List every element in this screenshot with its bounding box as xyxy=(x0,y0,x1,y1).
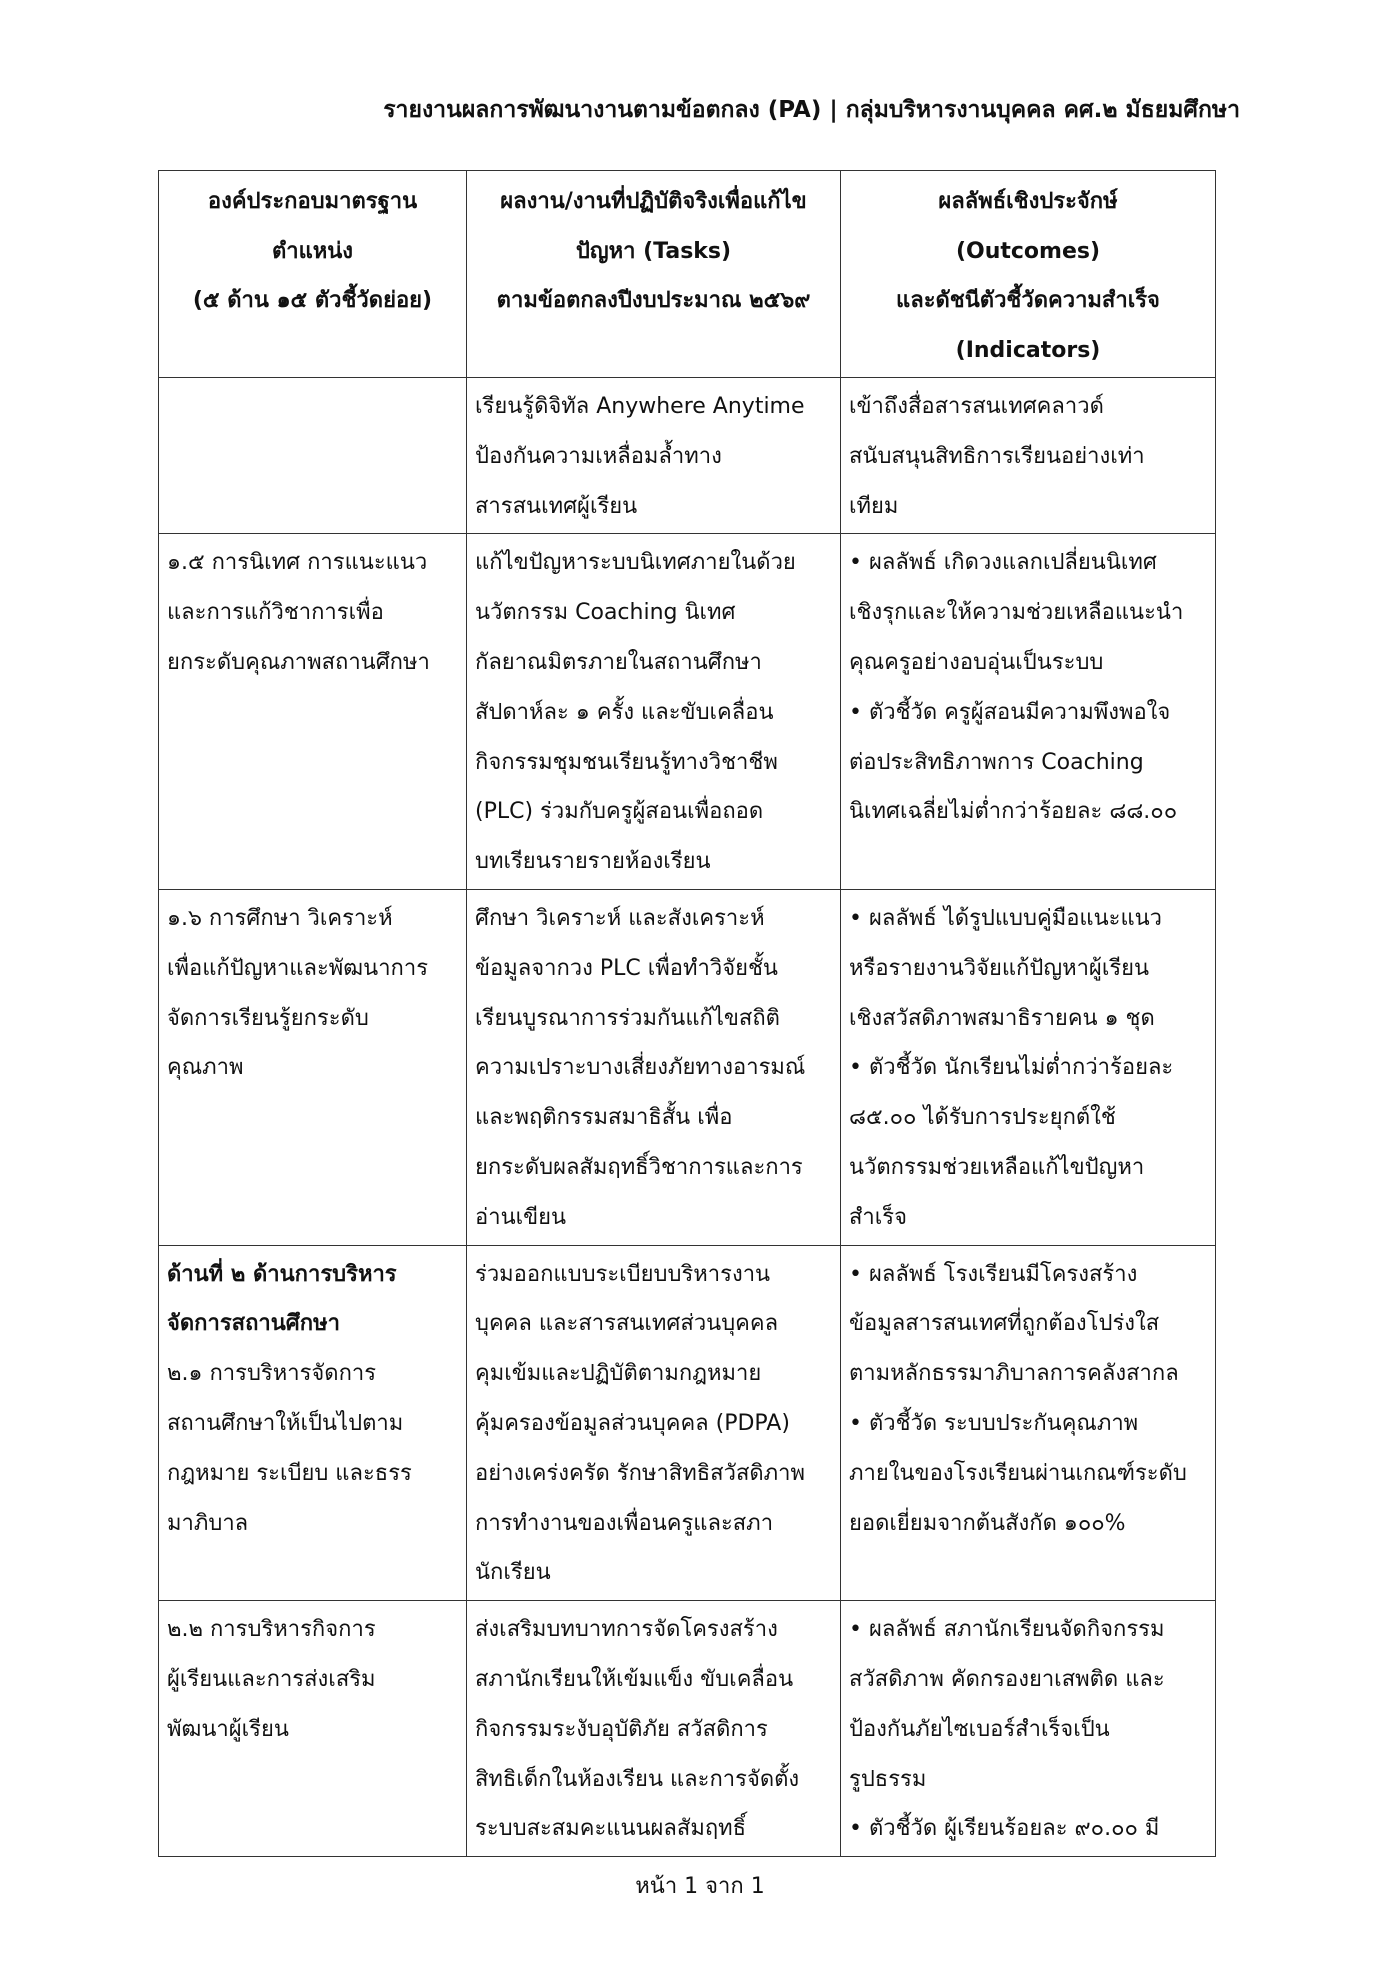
text-line: เรียนรู้ดิจิทัล Anywhere Anytime xyxy=(475,394,805,419)
cell-tasks xyxy=(467,889,841,1245)
text-line: ๑.๖ การศึกษา วิเคราะห์ xyxy=(167,905,393,931)
cell-standard xyxy=(159,889,467,1245)
cell-outcomes xyxy=(841,889,1216,1245)
text-line: (Outcomes) xyxy=(955,238,1101,264)
text-line: ข้อมูลจากวง PLC เพื่อทำวิจัยชั้น xyxy=(475,955,778,981)
header-cell-tasks xyxy=(467,171,841,378)
header-cell-standard xyxy=(159,171,467,378)
cell-standard xyxy=(159,1245,467,1601)
text-line: เชิงรุกและให้ความช่วยเหลือแนะนำ xyxy=(849,600,1184,626)
text-line: กิจกรรมระงับอุบัติภัย สวัสดิการ xyxy=(475,1716,768,1742)
cell-tasks xyxy=(467,534,841,890)
text-line: จัดการสถานศึกษา xyxy=(167,1311,340,1337)
text-line: รูปธรรม xyxy=(849,1766,927,1792)
text-line: สัปดาห์ละ ๑ ครั้ง และขับเคลื่อน xyxy=(475,699,774,725)
text-line: ปัญหา (Tasks) xyxy=(575,238,732,264)
text-line: • ตัวชี้วัด นักเรียนไม่ต่ำกว่าร้อยละ xyxy=(849,1055,1174,1081)
cell-standard xyxy=(159,1601,467,1857)
text-line: ป้องกันภัยไซเบอร์สำเร็จเป็น xyxy=(849,1716,1110,1742)
text-line: เพื่อแก้ปัญหาและพัฒนาการ xyxy=(167,955,429,981)
cell-outcomes xyxy=(841,378,1216,534)
cell-outcomes xyxy=(841,1245,1216,1601)
text-line: แก้ไขปัญหาระบบนิเทศภายในด้วย xyxy=(475,550,796,576)
section-heading xyxy=(167,1250,458,1350)
text-line: กฎหมาย ระเบียบ และธรร xyxy=(167,1460,412,1486)
text-line: นวัตกรรม Coaching นิเทศ xyxy=(475,600,736,626)
text-line: ความเปราะบางเสี่ยงภัยทางอารมณ์ xyxy=(475,1055,806,1081)
text-line: ตำแหน่ง xyxy=(271,238,354,264)
text-line: สนับสนุนสิทธิการเรียนอย่างเท่า xyxy=(849,443,1145,469)
text-line: คุมเข้มและปฏิบัติตามกฎหมาย xyxy=(475,1361,762,1387)
text-line: ผลงาน/งานที่ปฏิบัติจริงเพื่อแก้ไข xyxy=(500,189,807,214)
text-line: ด้านที่ ๒ ด้านการบริหาร xyxy=(167,1261,397,1287)
text-line: ร่วมออกแบบระเบียบบริหารงาน xyxy=(475,1261,771,1287)
text-line: การทำงานของเพื่อนครูและสภา xyxy=(475,1510,774,1536)
cell-tasks xyxy=(467,1601,841,1857)
pa-table xyxy=(158,170,1216,1857)
text-line: สวัสดิภาพ คัดกรองยาเสพติด และ xyxy=(849,1666,1165,1692)
text-line: ผู้เรียนและการส่งเสริม xyxy=(167,1666,376,1692)
text-line: ๒.๑ การบริหารจัดการ xyxy=(167,1361,377,1387)
text-line: • ผลลัพธ์ เกิดวงแลกเปลี่ยนนิเทศ xyxy=(849,550,1157,576)
text-line: ยอดเยี่ยมจากต้นสังกัด ๑๐๐% xyxy=(849,1510,1126,1536)
text-line: หรือรายงานวิจัยแก้ปัญหาผู้เรียน xyxy=(849,955,1150,981)
text-line: อย่างเคร่งครัด รักษาสิทธิสวัสดิภาพ xyxy=(475,1460,806,1486)
cell-tasks xyxy=(467,1245,841,1601)
text-line: ส่งเสริมบทบาทการจัดโครงสร้าง xyxy=(475,1617,778,1643)
text-line: (PLC) ร่วมกับครูผู้สอนเพื่อถอด xyxy=(475,799,764,825)
page-number: หน้า 1 จาก 1 xyxy=(635,1874,765,1899)
text-line: สารสนเทศผู้เรียน xyxy=(475,493,638,519)
cell-standard xyxy=(159,534,467,890)
text-line: คุณภาพ xyxy=(167,1055,244,1081)
text-line: กัลยาณมิตรภายในสถานศึกษา xyxy=(475,649,762,675)
text-line: จัดการเรียนรู้ยกระดับ xyxy=(167,1005,369,1031)
text-line: ระบบสะสมคะแนนผลสัมฤทธิ์ xyxy=(475,1816,747,1842)
text-line: • ตัวชี้วัด ระบบประกันคุณภาพ xyxy=(849,1410,1139,1436)
text-line: คุณครูอย่างอบอุ่นเป็นระบบ xyxy=(849,649,1104,675)
text-line: ๘๕.๐๐ ได้รับการประยุกต์ใช้ xyxy=(849,1105,1116,1131)
table-row xyxy=(159,889,1216,1245)
text-line: ผลลัพธ์เชิงประจักษ์ xyxy=(938,189,1118,214)
text-line: ยกระดับผลสัมฤทธิ์วิชาการและการ xyxy=(475,1154,803,1180)
text-line: คุ้มครองข้อมูลส่วนบุคคล (PDPA) xyxy=(475,1410,790,1436)
text-line: และการแก้วิชาการเพื่อ xyxy=(167,600,384,626)
text-line: ตามหลักธรรมาภิบาลการคลังสากล xyxy=(849,1361,1179,1387)
text-line: เข้าถึงสื่อสารสนเทศคลาวด์ xyxy=(849,394,1104,419)
text-line: บทเรียนรายรายห้องเรียน xyxy=(475,849,711,875)
text-line: สิทธิเด็กในห้องเรียน และการจัดตั้ง xyxy=(475,1766,800,1792)
text-line: ๑.๕ การนิเทศ การแนะแนว xyxy=(167,550,428,576)
cell-outcomes xyxy=(841,1601,1216,1857)
text-line: และพฤติกรรมสมาธิสั้น เพื่อ xyxy=(475,1105,733,1131)
cell-tasks xyxy=(467,378,841,534)
text-line: ข้อมูลสารสนเทศที่ถูกต้องโปร่งใส xyxy=(849,1311,1160,1337)
table-row xyxy=(159,534,1216,890)
text-line: ยกระดับคุณภาพสถานศึกษา xyxy=(167,649,430,675)
text-line: เทียม xyxy=(849,493,899,519)
text-line: (Indicators) xyxy=(955,337,1101,363)
text-line: • ตัวชี้วัด ผู้เรียนร้อยละ ๙๐.๐๐ มี xyxy=(849,1816,1160,1842)
text-line: ๒.๒ การบริหารกิจการ xyxy=(167,1617,376,1643)
text-line: บุคคล และสารสนเทศส่วนบุคคล xyxy=(475,1311,779,1337)
text-line: เชิงสวัสดิภาพสมาธิรายคน ๑ ชุด xyxy=(849,1005,1155,1031)
text-line: นวัตกรรมช่วยเหลือแก้ไขปัญหา xyxy=(849,1154,1145,1180)
text-line: (๕ ด้าน ๑๕ ตัวชี้วัดย่อย) xyxy=(192,288,433,313)
text-line: • ผลลัพธ์ สภานักเรียนจัดกิจกรรม xyxy=(849,1617,1165,1643)
cell-standard-text xyxy=(167,1349,458,1548)
text-line: ต่อประสิทธิภาพการ Coaching xyxy=(849,749,1144,775)
text-line: ป้องกันความเหลื่อมล้ำทาง xyxy=(475,443,722,469)
page-header: รายงานผลการพัฒนางานตามข้อตกลง (PA) | กลุ่มบริหารงานบุคคล คศ.๒ มัธยมศึกษา xyxy=(383,97,1240,123)
text-line: เรียนบูรณาการร่วมกันแก้ไขสถิติ xyxy=(475,1005,780,1031)
text-line: สำเร็จ xyxy=(849,1204,908,1230)
header-cell-outcomes xyxy=(841,171,1216,378)
text-line: ศึกษา วิเคราะห์ และสังเคราะห์ xyxy=(475,905,765,931)
text-line: สภานักเรียนให้เข้มแข็ง ขับเคลื่อน xyxy=(475,1666,794,1692)
table-row xyxy=(159,378,1216,534)
text-line: นิเทศเฉลี่ยไม่ต่ำกว่าร้อยละ ๘๘.๐๐ xyxy=(849,799,1178,825)
cell-outcomes xyxy=(841,534,1216,890)
text-line: นักเรียน xyxy=(475,1560,551,1586)
text-line: และดัชนีตัวชี้วัดความสำเร็จ xyxy=(896,288,1160,313)
table-header-row xyxy=(159,171,1216,378)
text-line: ตามข้อตกลงปีงบประมาณ ๒๕๖๙ xyxy=(496,288,811,313)
text-line: อ่านเขียน xyxy=(475,1204,567,1230)
table-row xyxy=(159,1245,1216,1601)
text-line: กิจกรรมชุมชนเรียนรู้ทางวิชาชีพ xyxy=(475,749,778,775)
text-line: • ผลลัพธ์ ได้รูปแบบคู่มือแนะแนว xyxy=(849,905,1163,931)
text-line: • ตัวชี้วัด ครูผู้สอนมีความพึงพอใจ xyxy=(849,699,1171,725)
text-line: มาภิบาล xyxy=(167,1510,249,1536)
text-line: องค์ประกอบมาตรฐาน xyxy=(207,189,418,214)
text-line: ภายในของโรงเรียนผ่านเกณฑ์ระดับ xyxy=(849,1460,1187,1486)
text-line: พัฒนาผู้เรียน xyxy=(167,1716,289,1742)
cell-standard xyxy=(159,378,467,534)
table-row xyxy=(159,1601,1216,1857)
text-line: • ผลลัพธ์ โรงเรียนมีโครงสร้าง xyxy=(849,1261,1138,1287)
text-line: สถานศึกษาให้เป็นไปตาม xyxy=(167,1410,404,1436)
